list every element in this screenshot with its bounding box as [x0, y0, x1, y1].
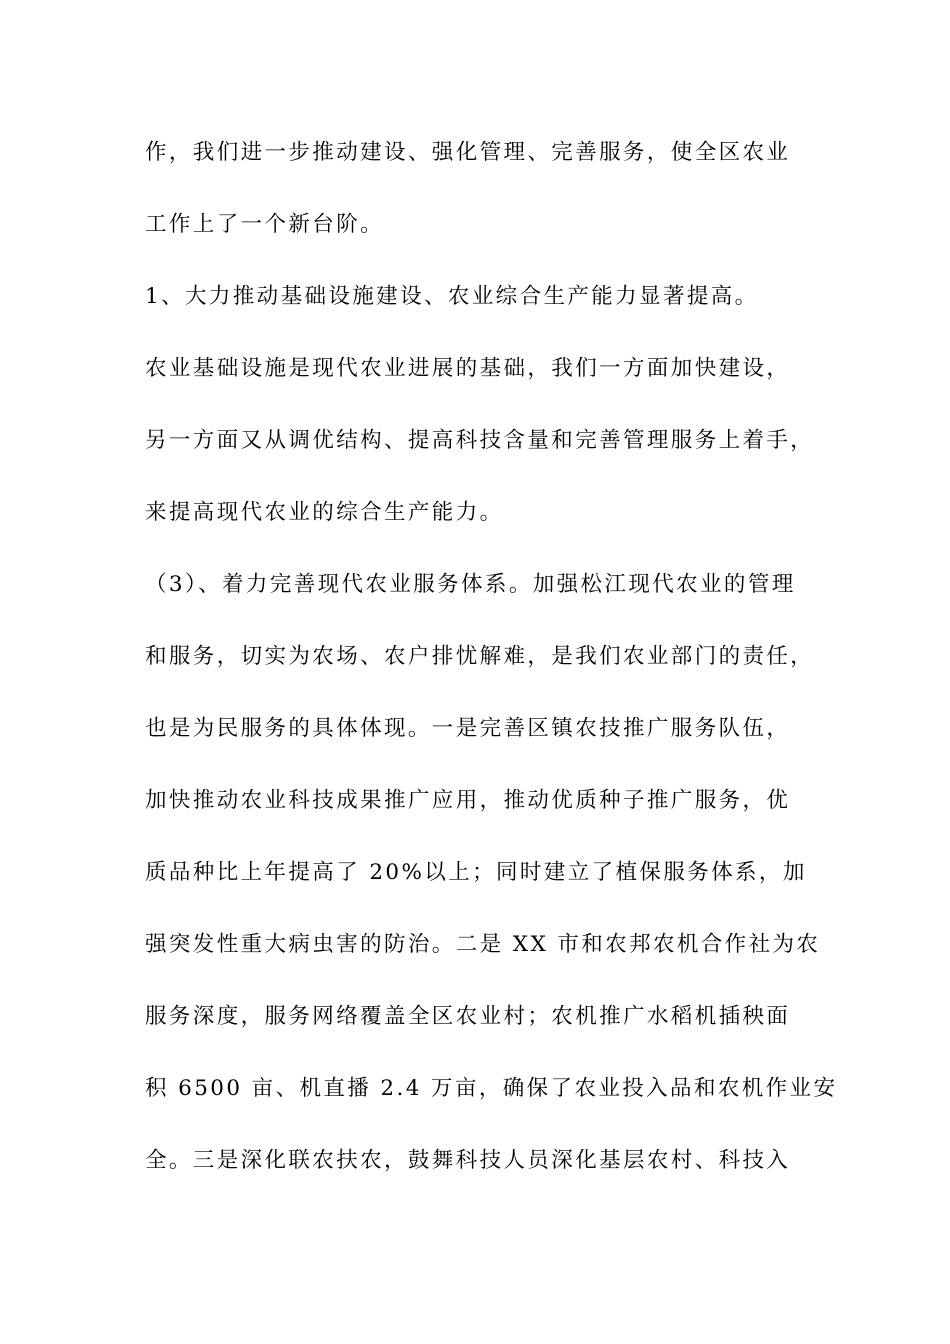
text-line: 另一方面又从调优结构、提高科技含量和完善管理服务上着手，	[145, 428, 815, 453]
text-line: 强突发性重大病虫害的防治。二是 XX 市和农邦农机合作社为农	[145, 932, 821, 957]
text-line: 质品种比上年提高了 20%以上；同时建立了植保服务体系，加	[145, 860, 807, 885]
text-line: 作，我们进一步推动建设、强化管理、完善服务，使全区农业	[145, 140, 791, 165]
text-line: 农业基础设施是现代农业进展的基础，我们一方面加快建设，	[145, 356, 791, 381]
text-line: 全。三是深化联农扶农，鼓舞科技人员深化基层农村、科技入	[145, 1148, 791, 1173]
text-line: 工作上了一个新台阶。	[145, 212, 385, 237]
text-line: 也是为民服务的具体体现。一是完善区镇农技推广服务队伍，	[145, 716, 791, 741]
text-line: 积 6500 亩、机直播 2.4 万亩，确保了农业投入品和农机作业安	[145, 1076, 838, 1101]
section-heading: 1、大力推动基础设施建设、农业综合生产能力显著提高。	[145, 284, 759, 309]
text-line: （3）、着力完善现代农业服务体系。加强松江现代农业的管理	[145, 572, 796, 597]
text-line: 来提高现代农业的综合生产能力。	[145, 500, 504, 525]
text-line: 服务深度，服务网络覆盖全区农业村；农机推广水稻机插秧面	[145, 1004, 791, 1029]
text-line: 加快推动农业科技成果推广应用，推动优质种子推广服务，优	[145, 788, 791, 813]
text-line: 和服务，切实为农场、农户排忧解难，是我们农业部门的责任，	[145, 644, 815, 669]
